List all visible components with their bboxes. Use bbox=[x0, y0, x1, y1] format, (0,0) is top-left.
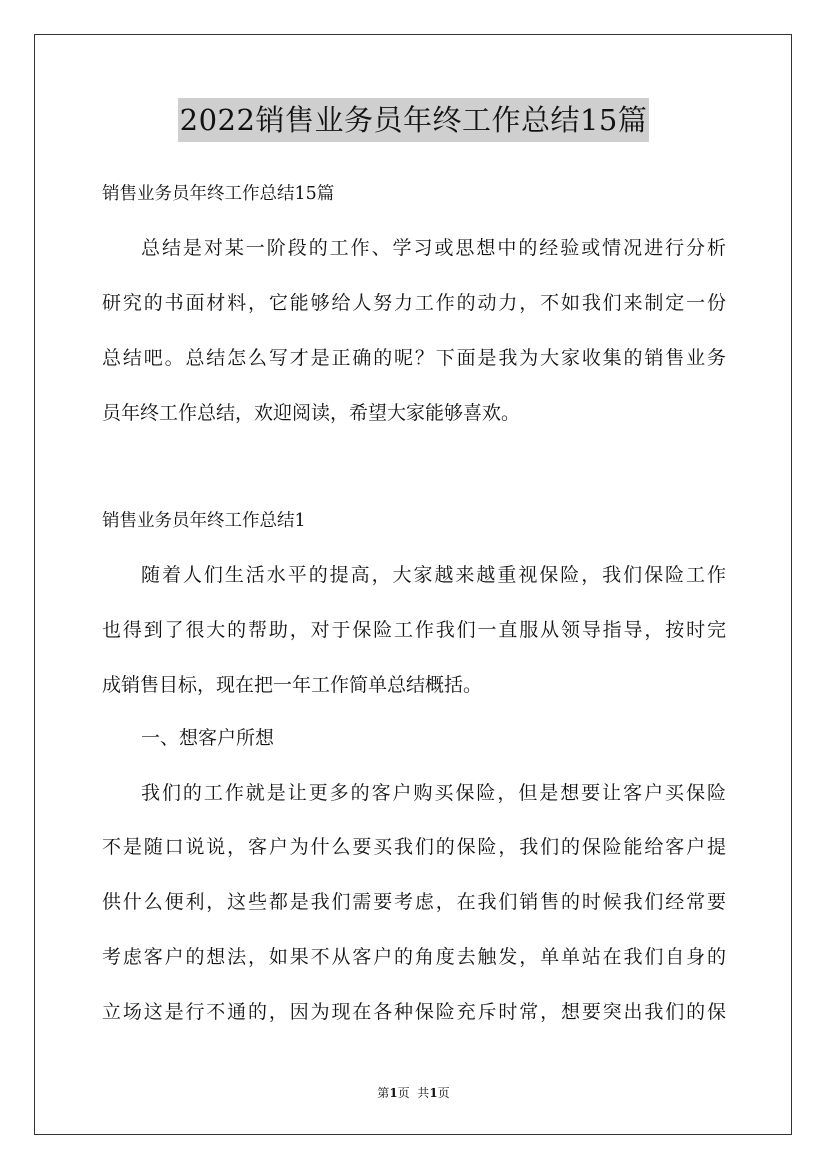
para2-line-4: 考虑客户的想法，如果不从客户的角度去触发，单单站在我们自身的 bbox=[102, 946, 726, 968]
footer-prefix: 第 bbox=[377, 1086, 390, 1100]
para2-line-5: 立场这是行不通的，因为现在各种保险充斥时常，想要突出我们的保 bbox=[102, 1001, 726, 1023]
para2-line-3: 供什么便利，这些都是我们需要考虑，在我们销售的时候我们经常要 bbox=[102, 891, 726, 913]
title-container bbox=[0, 98, 827, 142]
intro-line-2: 研究的书面材料，它能够给人努力工作的动力，不如我们来制定一份 bbox=[102, 292, 726, 314]
intro-line-3: 总结吧。总结怎么写才是正确的呢？下面是我为大家收集的销售业务 bbox=[102, 347, 726, 369]
para2-line-2: 不是随口说说，客户为什么要买我们的保险，我们的保险能给客户提 bbox=[102, 836, 726, 858]
subheading: 一、想客户所想 bbox=[141, 727, 275, 749]
para2-line-1: 我们的工作就是让更多的客户购买保险，但是想要让客户买保险 bbox=[141, 782, 726, 804]
document-subtitle: 销售业务员年终工作总结15篇 bbox=[102, 184, 335, 204]
document-title: 2022销售业务员年终工作总结15篇 bbox=[178, 98, 650, 142]
page-footer bbox=[0, 1085, 827, 1101]
intro-line-1: 总结是对某一阶段的工作、学习或思想中的经验或情况进行分析 bbox=[141, 237, 726, 259]
footer-total-pages: 1 bbox=[429, 1086, 438, 1100]
section-heading: 销售业务员年终工作总结1 bbox=[102, 511, 306, 531]
footer-suffix: 页 bbox=[437, 1086, 450, 1100]
footer-current-page: 1 bbox=[389, 1086, 398, 1100]
intro-line-4: 员年终工作总结，欢迎阅读，希望大家能够喜欢。 bbox=[102, 402, 521, 424]
para1-line-3: 成销售目标，现在把一年工作简单总结概括。 bbox=[102, 674, 483, 696]
para1-line-2: 也得到了很大的帮助，对于保险工作我们一直服从领导指导，按时完 bbox=[102, 619, 726, 641]
footer-mid: 页 共 bbox=[397, 1086, 430, 1100]
para1-line-1: 随着人们生活水平的提高，大家越来越重视保险，我们保险工作 bbox=[141, 564, 726, 586]
